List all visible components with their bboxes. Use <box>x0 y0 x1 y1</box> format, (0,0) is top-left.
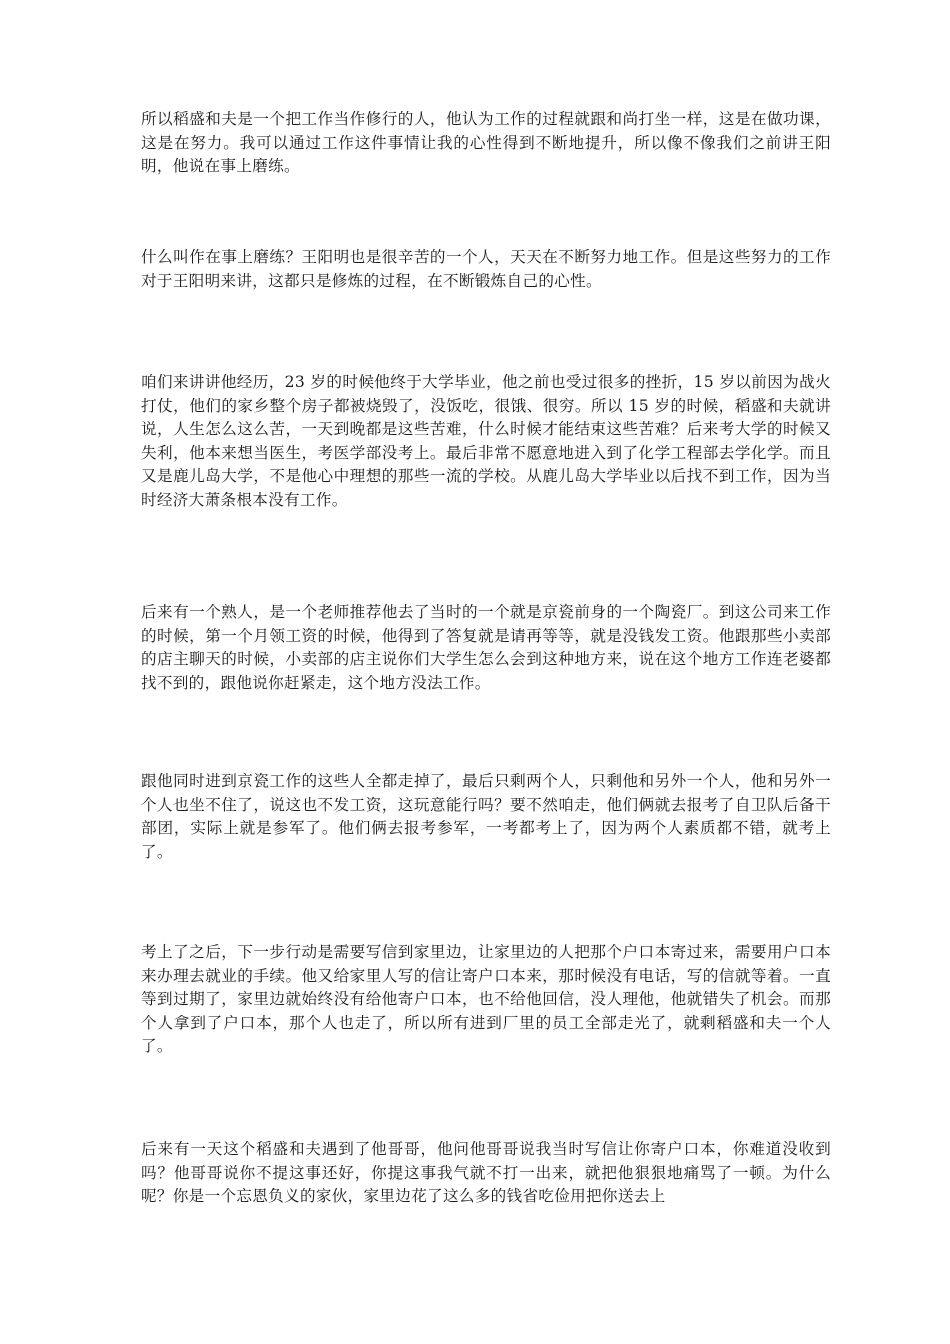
paragraph-3: 咱们来讲讲他经历，23 岁的时候他终于大学毕业，他之前也受过很多的挫折，15 岁以前因为战火打仗，他们的家乡整个房子都被烧毁了，没饭吃，很饿、很穷。所以 15 岁的时候，稻盛和夫就讲说，人生怎么这么苦，一天到晚都是这些苦难，什么时候才能结束这些苦难？后来考大学的时候又失利，他本来想当医生，考医学部没考上。最后非常不愿意地进入到了化学工程部去学化学。而且又是鹿儿岛大学，不是他心中理想的那些一流的学校。从鹿儿岛大学毕业以后找不到工作，因为当时经济大萧条根本没有工作。 <box>141 373 831 509</box>
paragraph-5: 跟他同时进到京瓷工作的这些人全都走掉了，最后只剩两个人，只剩他和另外一个人，他和另外一个人也坐不住了，说这也不发工资，这玩意能行吗？要不然咱走，他们俩就去报考了自卫队后备干部团，实际上就是参军了。他们俩去报考参军，一考都考上了，因为两个人素质都不错，就考上了。 <box>141 772 831 861</box>
paragraph-7: 后来有一天这个稻盛和夫遇到了他哥哥，他问他哥哥说我当时写信让你寄户口本，你难道没收到吗？他哥哥说你不提这事还好，你提这事我气就不打一出来，就把他狠狠地痛骂了一顿。为什么呢？你是一个忘恩负义的家伙，家里边花了这么多的钱省吃俭用把你送去上 <box>141 1140 831 1206</box>
paragraph-1: 所以稻盛和夫是一个把工作当作修行的人，他认为工作的过程就跟和尚打坐一样，这是在做功课，这是在努力。我可以通过工作这件事情让我的心性得到不断地提升，所以像不像我们之前讲王阳明，他说在事上磨练。 <box>141 110 831 176</box>
paragraph-2: 什么叫作在事上磨练？王阳明也是很辛苦的一个人，天天在不断努力地工作。但是这些努力的工作对于王阳明来讲，这都只是修炼的过程，在不断锻炼自己的心性。 <box>141 248 831 290</box>
paragraph-4: 后来有一个熟人，是一个老师推荐他去了当时的一个就是京瓷前身的一个陶瓷厂。到这公司来工作的时候，第一个月领工资的时候，他得到了答复就是请再等等，就是没钱发工资。他跟那些小卖部的店主聊天的时候，小卖部的店主说你们大学生怎么会到这种地方来，说在这个地方工作连老婆都找不到的，跟他说你赶紧走，这个地方没法工作。 <box>141 603 831 692</box>
paragraph-6: 考上了之后，下一步行动是需要写信到家里边，让家里边的人把那个户口本寄过来，需要用户口本来办理去就业的手续。他又给家里人写的信让寄户口本来，那时候没有电话，写的信就等着。一直等到过期了，家里边就始终没有给他寄户口本，也不给他回信，没人理他，他就错失了机会。而那个人拿到了户口本，那个人也走了，所以所有进到厂里的员工全部走光了，就剩稻盛和夫一个人了。 <box>141 943 831 1056</box>
